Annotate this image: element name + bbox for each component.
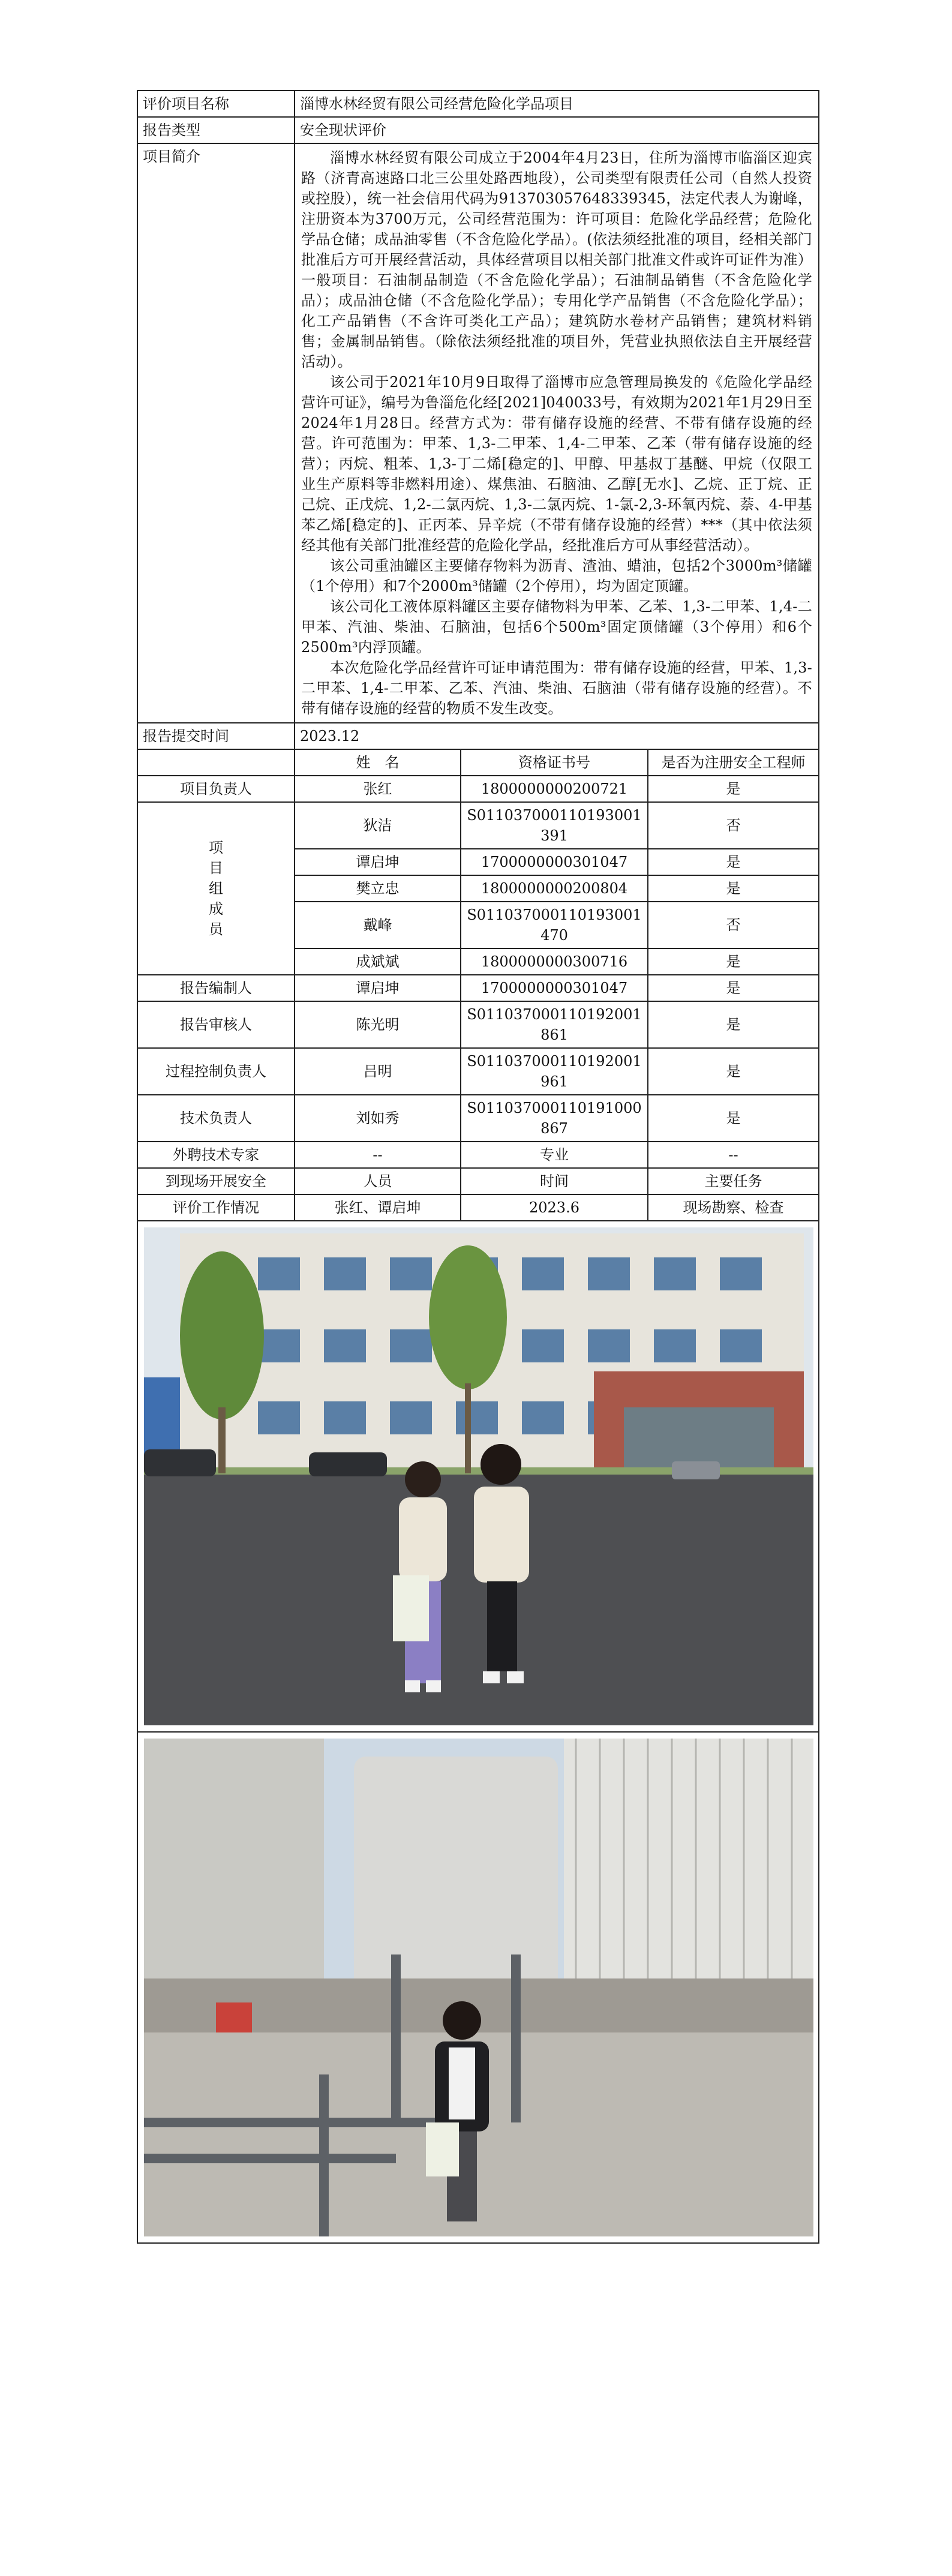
team-member-cert: S011037000110193001470 bbox=[461, 902, 648, 948]
intro-cell bbox=[295, 143, 819, 723]
site-work-time-header: 时间 bbox=[461, 1168, 648, 1194]
report-type-value: 安全现状评价 bbox=[295, 117, 819, 143]
team-member-name: 狄洁 bbox=[295, 802, 461, 849]
editor-label: 报告编制人 bbox=[137, 975, 295, 1001]
cert-header: 资格证书号 bbox=[461, 749, 648, 776]
submit-time-label: 报告提交时间 bbox=[137, 723, 295, 749]
team-member-name: 成斌斌 bbox=[295, 948, 461, 975]
expert-label: 外聘技术专家 bbox=[137, 1142, 295, 1168]
team-member-name: 樊立忠 bbox=[295, 875, 461, 902]
expert-field: 专业 bbox=[461, 1142, 648, 1168]
reviewer-cert: S011037000110192001861 bbox=[461, 1001, 648, 1048]
site-work-value-row bbox=[137, 1194, 819, 1221]
project-name-label: 评价项目名称 bbox=[137, 91, 295, 117]
leader-label: 项目负责人 bbox=[137, 776, 295, 802]
tech-lead-name: 刘如秀 bbox=[295, 1095, 461, 1142]
process-control-cert: S011037000110192001961 bbox=[461, 1048, 648, 1095]
tech-lead-row bbox=[137, 1095, 819, 1142]
editor-row bbox=[137, 975, 819, 1001]
team-member-reg: 是 bbox=[648, 875, 819, 902]
reviewer-row bbox=[137, 1001, 819, 1048]
reviewer-reg: 是 bbox=[648, 1001, 819, 1048]
editor-cert: 1700000000301047 bbox=[461, 975, 648, 1001]
editor-reg: 是 bbox=[648, 975, 819, 1001]
registered-engineer-header: 是否为注册安全工程师 bbox=[648, 749, 819, 776]
team-member-reg: 是 bbox=[648, 849, 819, 875]
team-member-reg: 否 bbox=[648, 902, 819, 948]
editor-name: 谭启坤 bbox=[295, 975, 461, 1001]
intro-paragraph: 该公司化工液体原料罐区主要存储物料为甲苯、乙苯、1,3-二甲苯、1,4-二甲苯、汽油、柴油、石脑油，包括6个500m³固定顶储罐（3个停用）和6个2500m³内浮顶罐。 bbox=[301, 598, 812, 656]
team-member-cert: 1800000000300716 bbox=[461, 948, 648, 975]
leader-name: 张红 bbox=[295, 776, 461, 802]
tech-lead-reg: 是 bbox=[648, 1095, 819, 1142]
leader-reg: 是 bbox=[648, 776, 819, 802]
expert-name: -- bbox=[295, 1142, 461, 1168]
process-control-row bbox=[137, 1048, 819, 1095]
reviewer-label: 报告审核人 bbox=[137, 1001, 295, 1048]
submit-time-value: 2023.12 bbox=[295, 723, 819, 749]
intro-paragraph: 该公司重油罐区主要储存物料为沥青、渣油、蜡油，包括2个3000m³储罐（1个停用）和7个2000m³储罐（2个停用），均为固定顶罐。 bbox=[301, 557, 812, 595]
photo-row-tanks bbox=[137, 1732, 819, 2243]
tech-lead-label: 技术负责人 bbox=[137, 1095, 295, 1142]
tech-lead-cert: S011037000110191000867 bbox=[461, 1095, 648, 1142]
team-member-reg: 否 bbox=[648, 802, 819, 849]
site-work-task-header: 主要任务 bbox=[648, 1168, 819, 1194]
name-header: 姓 名 bbox=[295, 749, 461, 776]
team-row bbox=[137, 802, 819, 849]
team-member-reg: 是 bbox=[648, 948, 819, 975]
report-type-row bbox=[137, 117, 819, 143]
site-work-time: 2023.6 bbox=[461, 1194, 648, 1221]
site-work-label-line2: 评价工作情况 bbox=[137, 1194, 295, 1221]
tank-farm-photo-image bbox=[144, 1739, 813, 2236]
submit-time-row bbox=[137, 723, 819, 749]
building-photo-image bbox=[144, 1227, 813, 1725]
report-sheet bbox=[137, 90, 818, 2244]
site-work-people-header: 人员 bbox=[295, 1168, 461, 1194]
project-name-row bbox=[137, 91, 819, 117]
intro-paragraph: 该公司于2021年10月9日取得了淄博市应急管理局换发的《危险化学品经营许可证》，编号为鲁淄危化经[2021]040033号，有效期为2021年1月29日至2024年1月28日。经营方式为：带有储存设施的经营、不带有储存设施的经营。许可范围为：甲苯、1,3-二甲苯、1,4-二甲苯、乙苯（带有储存设施的经营）；丙烷、粗苯、1,3-丁二烯[稳定的]、甲醇、甲基叔丁基醚、甲烷（仅限工业生产原料等非燃料用途）、煤焦油、石脑油、乙醇[无水]、乙烷、正丁烷、正己烷、正戊烷、1,2-二氯丙烷、1,3-二氯丙烷、1-氯-2,3-环氧丙烷、萘、4-甲基苯乙烯[稳定的]、正丙苯、异辛烷（不带有储存设施的经营）***（其中依法须经其他有关部门批准经营的危险化学品，经批准后方可从事经营活动）。 bbox=[301, 374, 812, 554]
team-member-name: 戴峰 bbox=[295, 902, 461, 948]
intro-paragraph: 本次危险化学品经营许可证申请范围为：带有储存设施的经营，甲苯、1,3-二甲苯、1,4-二甲苯、乙苯、汽油、柴油、石脑油（带有储存设施的经营）。不带有储存设施的经营的物质不发生改变。 bbox=[301, 659, 812, 717]
team-member-cert: 1700000000301047 bbox=[461, 849, 648, 875]
leader-cert: 1800000000200721 bbox=[461, 776, 648, 802]
intro-label: 项目简介 bbox=[137, 143, 295, 723]
site-work-task: 现场勘察、检查 bbox=[648, 1194, 819, 1221]
process-control-reg: 是 bbox=[648, 1048, 819, 1095]
expert-reg: -- bbox=[648, 1142, 819, 1168]
intro-row bbox=[137, 143, 819, 723]
team-member-cert: 1800000000200804 bbox=[461, 875, 648, 902]
team-member-cert: S011037000110193001391 bbox=[461, 802, 648, 849]
reviewer-name: 陈光明 bbox=[295, 1001, 461, 1048]
intro-paragraph: 淄博水林经贸有限公司成立于2004年4月23日，住所为淄博市临淄区迎宾路（济青高速路口北三公里处路西地段），公司类型有限责任公司（自然人投资或控股），统一社会信用代码为913703057648339345，法定代表人为谢峰，注册资本为3700万元，公司经营范围为：许可项目：危险化学品经营；危险化学品仓储；成品油零售（不含危险化学品）。(依法须经批准的项目，经相关部门批准后方可开展经营活动，具体经营项目以相关部门批准文件或许可证件为准）一般项目：石油制品制造（不含危险化学品）；石油制品销售（不含危险化学品）；成品油仓储（不含危险化学品）；专用化学产品销售（不含危险化学品）；化工产品销售（不含许可类化工产品）；建筑防水卷材产品销售；建筑材料销售；金属制品销售。（除依法须经批准的项目外，凭营业执照依法自主开展经营活动）。 bbox=[301, 149, 812, 370]
site-work-people: 张红、谭启坤 bbox=[295, 1194, 461, 1221]
expert-row bbox=[137, 1142, 819, 1168]
process-control-name: 吕明 bbox=[295, 1048, 461, 1095]
report-type-label: 报告类型 bbox=[137, 117, 295, 143]
site-work-header-row bbox=[137, 1168, 819, 1194]
tank-farm-photo bbox=[144, 1739, 813, 2236]
leader-row bbox=[137, 776, 819, 802]
report-info-table bbox=[137, 90, 819, 2244]
personnel-header-row bbox=[137, 749, 819, 776]
team-member-name: 谭启坤 bbox=[295, 849, 461, 875]
project-name-value: 淄博水林经贸有限公司经营危险化学品项目 bbox=[295, 91, 819, 117]
process-control-label: 过程控制负责人 bbox=[137, 1048, 295, 1095]
photo-row-building bbox=[137, 1221, 819, 1732]
site-work-label-line1: 到现场开展安全 bbox=[137, 1168, 295, 1194]
building-photo bbox=[144, 1227, 813, 1725]
team-label: 项 目 组 成 员 bbox=[137, 802, 295, 975]
